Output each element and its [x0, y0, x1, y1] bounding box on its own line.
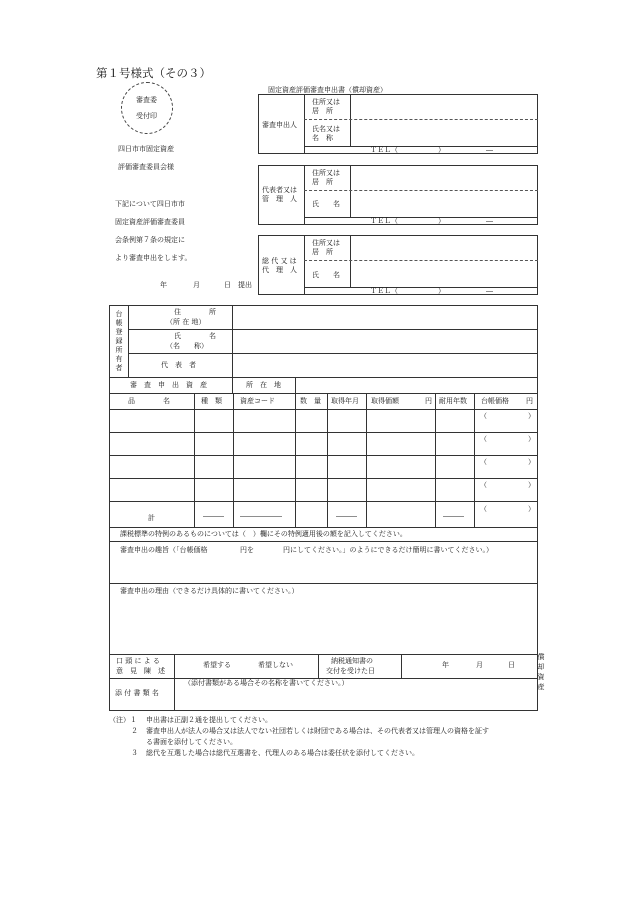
hearing-option-no[interactable]: 希望しない — [258, 661, 293, 669]
intro-line3: 会条例第７条の規定に — [115, 236, 185, 244]
col-acq-cost: 取得価額 — [371, 397, 399, 405]
stamp-line2: 受付印 — [136, 112, 157, 120]
asset-header-label: 審 査 申 出 資 産 — [130, 381, 207, 389]
agent-name: 氏 名 — [312, 271, 340, 279]
purpose-suffix: 円にしてください。」のようにできるだけ簡明に書いてください。） — [283, 546, 493, 554]
row1-paren-open: （ — [480, 412, 487, 420]
reason-label: 審査申出の理由（できるだけ具体的に書いてください。） — [120, 587, 299, 595]
applicant-tel-field[interactable] — [400, 147, 530, 153]
col-useful-life: 耐用年数 — [439, 397, 467, 405]
stamp-line1: 審査委 — [136, 96, 157, 104]
note2-text: 審査申出人が法人の場合又は法人でない社団若しくは財団である場合は、その代表者又は管理人の資格を証す — [146, 727, 489, 735]
attachments-hint: （添付書類がある場合その名称を書いてください。） — [184, 679, 349, 687]
col-acq-cost-unit: 円 — [425, 397, 432, 405]
hearing-label-a: 口 頭 に よ る — [116, 657, 160, 665]
note1-num: （注）１ — [109, 716, 137, 724]
attachments-label: 添 付 書 類 名 — [115, 689, 159, 697]
owner-address-field[interactable] — [234, 307, 536, 328]
col-quantity: 数 量 — [300, 397, 321, 405]
intro-line1: 下記について四日市市 — [115, 200, 185, 208]
row1-paren-close: ） — [528, 412, 535, 420]
representative-tel-close: ） — [438, 217, 445, 225]
representative-name: 氏 名 — [312, 200, 340, 208]
table-row[interactable] — [110, 479, 474, 500]
note1-text: 申出書は正副２通を提出してください。 — [146, 716, 272, 724]
owner-name-field[interactable] — [234, 331, 536, 352]
applicant-tel: ＴＥＬ（ — [370, 146, 398, 154]
note2-cont: る書面を添付してください。 — [146, 738, 237, 746]
applicant-label: 審査申出人 — [262, 121, 297, 129]
notice-year: 年 — [442, 661, 449, 669]
side-label: 償却資産 — [537, 653, 545, 691]
agent-label-a: 総 代 又 は — [262, 257, 297, 265]
notice-month: 月 — [476, 661, 483, 669]
table-row[interactable] — [110, 433, 474, 454]
agent-addr-b: 居 所 — [312, 248, 333, 256]
representative-label-a: 代表者又は — [262, 186, 297, 194]
hearing-label-b: 意 見 陳 述 — [116, 667, 165, 675]
purpose-prefix: 審査申出の趣旨（「台帳価格 — [120, 546, 208, 554]
addressee-line2: 評価審査委員会様 — [118, 163, 174, 171]
col-ledger-price-unit: 円 — [526, 397, 533, 405]
asset-location-field[interactable] — [297, 379, 536, 392]
purpose-mid: 円を — [240, 546, 254, 554]
representative-address-field[interactable] — [352, 167, 536, 189]
row4-paren-open: （ — [480, 481, 487, 489]
owner-address: 住 所 — [174, 308, 216, 316]
row3-paren-open: （ — [480, 458, 487, 466]
agent-addr-a: 住所又は — [312, 239, 340, 247]
agent-label-b: 代 理 人 — [262, 266, 297, 274]
representative-name-field[interactable] — [352, 192, 536, 216]
notice-date-field[interactable] — [403, 656, 536, 677]
total-dash-code: ―――――― — [240, 512, 282, 520]
reason-field[interactable] — [111, 598, 536, 652]
date-year: 年 — [160, 281, 167, 289]
applicant-addr-a: 住所又は — [312, 98, 340, 106]
representative-label-b: 管 理 人 — [262, 195, 297, 203]
intro-line2: 固定資産評価審査委員 — [115, 218, 185, 226]
intro-line4: より審査申出をします。 — [115, 254, 192, 262]
attachments-field[interactable] — [176, 688, 536, 709]
total-dash-life: ――― — [443, 512, 464, 520]
total-paren-close: ） — [528, 505, 535, 513]
agent-tel-close: ） — [438, 287, 445, 295]
total-dash-kind: ――― — [203, 512, 224, 520]
representative-tel-field[interactable] — [400, 218, 530, 224]
owner-rep-field[interactable] — [234, 355, 536, 376]
representative-tel-dash: ― — [486, 217, 493, 225]
owner-address-sub: （所 在 地） — [166, 318, 206, 326]
applicant-tel-close: ） — [438, 146, 445, 154]
notice-label-b: 交付を受けた日 — [326, 667, 375, 675]
row2-paren-open: （ — [480, 435, 487, 443]
applicant-address-field[interactable] — [352, 96, 536, 118]
applicant-name-field[interactable] — [352, 121, 536, 145]
owner-name-sub: （名 称） — [166, 342, 208, 350]
col-asset-code: 資産コード — [240, 397, 275, 405]
asset-header-location: 所 在 地 — [246, 381, 281, 389]
total-dash-date: ――― — [336, 512, 357, 520]
total-paren-open: （ — [480, 505, 487, 513]
applicant-name-b: 名 称 — [312, 134, 333, 142]
addressee-line1: 四日市市固定資産 — [118, 145, 174, 153]
owner-vertical-label: 台帳登録所有者 — [115, 310, 123, 372]
total-label: 計 — [148, 514, 155, 522]
notice-day: 日 — [508, 661, 515, 669]
date-month: 月 — [193, 281, 200, 289]
applicant-addr-b: 居 所 — [312, 107, 333, 115]
note-special: 課税標準の特例のあるものについては（ ）欄にその特例適用後の額を記入してください。 — [120, 530, 407, 538]
agent-tel: ＴＥＬ（ — [370, 287, 398, 295]
col-kind: 種 類 — [201, 397, 222, 405]
form-title: 固定資産評価審査申出書（償却資産） — [268, 86, 387, 94]
representative-addr-b: 居 所 — [312, 178, 333, 186]
reception-stamp-circle — [121, 82, 173, 134]
note2-num: ２ — [131, 727, 138, 735]
col-item-name: 品 名 — [128, 397, 170, 405]
agent-tel-dash: ― — [486, 287, 493, 295]
date-day: 日 — [224, 281, 231, 289]
col-ledger-price: 台帳価格 — [481, 397, 509, 405]
purpose-field[interactable] — [111, 557, 536, 581]
representative-tel: ＴＥＬ（ — [370, 217, 398, 225]
notice-label-a: 納税通知書の — [331, 657, 373, 665]
row4-paren-close: ） — [528, 481, 535, 489]
row2-paren-close: ） — [528, 435, 535, 443]
applicant-name-a: 氏名又は — [312, 125, 340, 133]
agent-name-field[interactable] — [352, 262, 536, 286]
col-acq-date: 取得年月 — [331, 397, 359, 405]
applicant-tel-dash: ― — [486, 146, 493, 154]
date-submit: 提出 — [238, 281, 252, 289]
owner-rep: 代 表 者 — [161, 361, 196, 369]
representative-addr-a: 住所又は — [312, 169, 340, 177]
form-id: 第１号様式（その３） — [96, 66, 211, 80]
agent-address-field[interactable] — [352, 237, 536, 259]
note3-num: ３ — [131, 749, 138, 757]
owner-name: 氏 名 — [174, 332, 216, 340]
note3-text: 総代を互選した場合は総代互選書を、代理人のある場合は委任状を添付してください。 — [146, 749, 419, 757]
row3-paren-close: ） — [528, 458, 535, 466]
agent-tel-field[interactable] — [400, 288, 530, 294]
hearing-option-yes[interactable]: 希望する — [203, 661, 231, 669]
table-row[interactable] — [110, 410, 474, 431]
table-row[interactable] — [110, 456, 474, 477]
